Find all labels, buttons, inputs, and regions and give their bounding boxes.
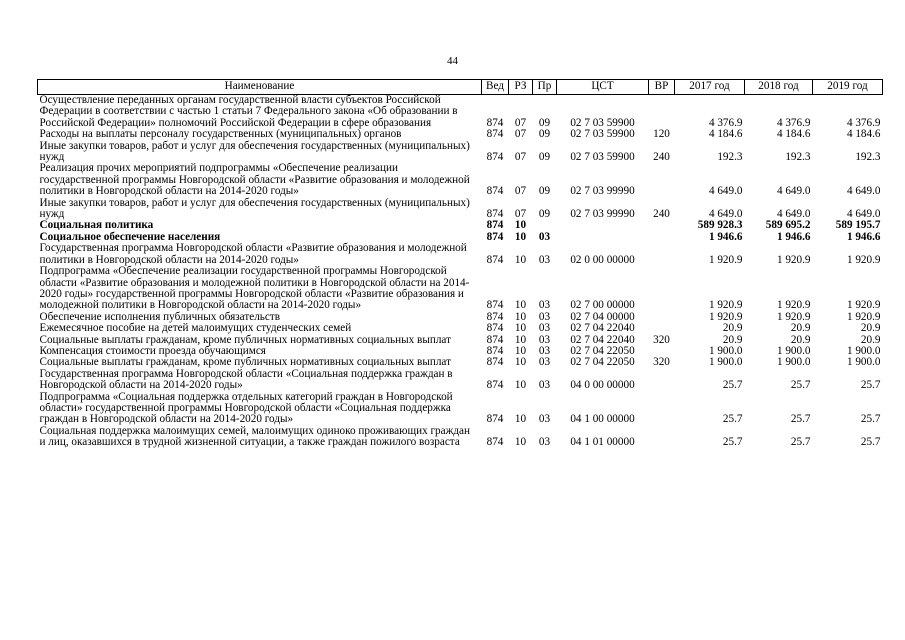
row-name: Социальные выплаты гражданам, кроме публичных нормативных социальных выплат: [39, 333, 451, 346]
row-value-2017: 25.7: [722, 436, 743, 449]
row-pr: 03: [538, 299, 551, 312]
row-pr: 03: [538, 253, 551, 266]
row-cst: 02 0 00 00000: [570, 253, 635, 266]
table-row: [38, 426, 883, 449]
row-rz: 07: [514, 128, 527, 141]
header-rz: РЗ: [509, 80, 533, 95]
row-vr: 320: [653, 333, 670, 346]
row-cst: 02 7 04 22050: [570, 344, 635, 357]
row-pr: 09: [538, 151, 551, 164]
row-ved: 874: [486, 151, 504, 164]
row-cst: 04 0 00 00000: [570, 379, 635, 392]
row-value-2018: 25.7: [790, 379, 811, 392]
row-name: Иные закупки товаров, работ и услуг для обеспечения государственных (муниципальных) нужд: [39, 139, 470, 164]
row-pr: 03: [538, 310, 551, 323]
row-vr: [649, 426, 675, 449]
row-name: Ежемесячное пособие на детей малоимущих студенческих семей: [39, 322, 352, 335]
row-value-2018: 1 900.0: [776, 344, 811, 357]
row-cst: 02 7 03 99990: [570, 185, 635, 198]
row-pr: 03: [538, 379, 551, 392]
row-rz: 10: [514, 413, 527, 426]
row-cst: 02 7 04 22050: [570, 356, 635, 369]
row-name: Подпрограмма «Обеспечение реализации государственной программы Новгородской области «Развитие образования и молодежной политики в Новгородской области на 2014-2020 годы» государственной программы Новгородской области «Развитие образования и молодежной политики в Новгородской области на 2014-2020 годы»: [39, 265, 470, 312]
row-name: Компенсация стоимости проезда обучающимся: [39, 344, 266, 357]
row-rz: 10: [514, 379, 527, 392]
row-value-2017: 25.7: [722, 413, 743, 426]
row-pr: 03: [538, 333, 551, 346]
row-cst: 02 7 03 59900: [570, 128, 635, 141]
budget-table: [37, 79, 883, 449]
row-name: Социальная поддержка малоимущих семей, малоимущих одиноко проживающих граждан и лиц, оказавшихся в трудной жизненной ситуации, а также граждан пожилого возраста: [39, 424, 470, 449]
row-rz: 07: [514, 151, 527, 164]
row-name: Социальная политика: [39, 219, 154, 232]
header-2019: 2019 год: [813, 80, 883, 95]
row-value-2018: 20.9: [790, 322, 811, 335]
row-vr: [649, 232, 675, 243]
row-pr: 03: [538, 322, 551, 335]
row-name: Государственная программа Новгородской области «Социальная поддержка граждан в Новгородской области на 2014-2020 годы»: [39, 367, 453, 392]
header-row: [38, 80, 883, 95]
row-pr: 03: [538, 356, 551, 369]
header-2017: 2017 год: [675, 80, 745, 95]
row-value-2017: 4 649.0: [708, 185, 743, 198]
row-ved: 874: [486, 413, 504, 426]
row-rz: 10: [514, 322, 527, 335]
row-value-2018: 589 695.2: [765, 219, 811, 232]
row-cst: [557, 232, 649, 243]
row-cst: 02 7 04 00000: [570, 310, 635, 323]
row-pr: 09: [538, 208, 551, 221]
header-name: Наименование: [38, 80, 482, 95]
row-rz: 10: [514, 356, 527, 369]
row-vr: [649, 369, 675, 392]
row-ved: 874: [486, 208, 504, 221]
row-name: Осуществление переданных органам государственной власти субъектов Российской Федерации в соответствии с частью 1 статьи 7 Федерального закона «Об образовании в Российской Федерации» полномочий Российской Федерации в сфере образования: [39, 94, 458, 129]
row-vr: [649, 312, 675, 323]
row-value-2018: 4 649.0: [776, 208, 811, 221]
table-row: [38, 198, 883, 221]
row-ved: 874: [486, 344, 504, 357]
table-body: [38, 95, 883, 449]
row-name: Социальное обеспечение населения: [39, 230, 221, 243]
row-vr: 120: [653, 128, 670, 141]
row-ved: 874: [486, 333, 504, 346]
row-vr: [649, 266, 675, 312]
table-row: [38, 129, 883, 140]
row-vr: 240: [653, 208, 670, 221]
row-value-2019: 192.3: [855, 151, 881, 164]
row-ved: 874: [486, 185, 504, 198]
header-pr: Пр: [533, 80, 557, 95]
row-value-2018: 25.7: [790, 436, 811, 449]
row-rz: 10: [514, 333, 527, 346]
row-value-2017: 20.9: [722, 333, 743, 346]
row-rz: 07: [514, 116, 527, 129]
row-pr: 09: [538, 128, 551, 141]
row-cst: 02 7 03 59900: [570, 151, 635, 164]
row-vr: 240: [653, 151, 670, 164]
row-rz: 07: [514, 208, 527, 221]
row-value-2018: 192.3: [785, 151, 811, 164]
table-row: [38, 369, 883, 392]
row-value-2019: 1 946.6: [846, 230, 881, 243]
row-rz: 10: [514, 219, 527, 232]
table-row: [38, 266, 883, 312]
row-value-2019: 20.9: [860, 333, 881, 346]
row-vr: [649, 323, 675, 334]
row-name: Подпрограмма «Социальная поддержка отдельных категорий граждан в Новгородской области» государственной программы Новгородской области «Социальная поддержка граждан в Новгородской области на 2014-2020 годы»: [39, 390, 453, 426]
row-pr: 03: [538, 413, 551, 426]
row-vr: [649, 220, 675, 231]
row-value-2017: 4 184.6: [708, 128, 743, 141]
row-value-2017: 4 649.0: [708, 208, 743, 221]
row-ved: 874: [486, 116, 504, 129]
row-value-2018: 1 920.9: [776, 310, 811, 323]
row-value-2018: 4 649.0: [776, 185, 811, 198]
row-value-2019: 4 649.0: [846, 208, 881, 221]
row-value-2019: 25.7: [860, 379, 881, 392]
row-value-2018: 25.7: [790, 413, 811, 426]
row-value-2017: 589 928.3: [697, 219, 743, 232]
row-cst: 02 7 04 22040: [570, 322, 635, 335]
row-rz: 10: [514, 310, 527, 323]
row-rz: 10: [514, 344, 527, 357]
row-name: Социальные выплаты гражданам, кроме публичных нормативных социальных выплат: [39, 356, 451, 369]
table-row: [38, 323, 883, 334]
row-value-2017: 20.9: [722, 322, 743, 335]
header-cst: ЦСТ: [557, 80, 649, 95]
row-pr: 09: [538, 185, 551, 198]
row-name: Расходы на выплаты персоналу государственных (муниципальных) органов: [39, 128, 402, 141]
page-number: 44: [447, 55, 458, 67]
row-cst: 04 1 00 00000: [570, 413, 635, 426]
row-ved: 874: [486, 299, 504, 312]
header-ved: Вед: [482, 80, 509, 95]
row-ved: 874: [486, 379, 504, 392]
row-cst: 02 7 00 00000: [570, 299, 635, 312]
row-cst: 02 7 04 22040: [570, 333, 635, 346]
row-pr: 09: [538, 116, 551, 129]
table-row: [38, 95, 883, 130]
row-rz: 07: [514, 185, 527, 198]
row-ved: 874: [486, 322, 504, 335]
row-vr: [649, 392, 675, 426]
row-value-2017: 192.3: [717, 151, 743, 164]
row-cst: 04 1 01 00000: [570, 436, 635, 449]
row-value-2018: 1 946.6: [776, 230, 811, 243]
row-value-2017: 1 920.9: [708, 253, 743, 266]
row-value-2019: 1 900.0: [846, 344, 881, 357]
row-name: Обеспечение исполнения публичных обязательств: [39, 310, 281, 323]
table-row: [38, 392, 883, 426]
row-ved: 874: [486, 310, 504, 323]
row-cst: 02 7 03 59900: [570, 116, 635, 129]
row-value-2017: 1 920.9: [708, 310, 743, 323]
row-value-2019: 589 195.7: [835, 219, 881, 232]
row-value-2019: 4 376.9: [846, 116, 881, 129]
header-vr: ВР: [649, 80, 675, 95]
row-cst: [557, 220, 649, 231]
row-value-2019: 20.9: [860, 322, 881, 335]
row-value-2019: 4 184.6: [846, 128, 881, 141]
row-value-2017: 1 900.0: [708, 356, 743, 369]
row-rz: 10: [514, 230, 527, 243]
row-ved: 874: [486, 128, 504, 141]
row-value-2019: 1 920.9: [846, 310, 881, 323]
row-ved: 874: [486, 253, 504, 266]
row-value-2017: 1 920.9: [708, 299, 743, 312]
row-ved: 874: [486, 219, 504, 232]
table-row: [38, 243, 883, 266]
row-value-2018: 20.9: [790, 333, 811, 346]
row-value-2019: 1 920.9: [846, 299, 881, 312]
row-cst: 02 7 03 99990: [570, 208, 635, 221]
header-2018: 2018 год: [745, 80, 813, 95]
row-rz: 10: [514, 436, 527, 449]
row-value-2019: 1 920.9: [846, 253, 881, 266]
row-value-2019: 1 900.0: [846, 356, 881, 369]
row-ved: 874: [486, 356, 504, 369]
row-value-2018: 4 376.9: [776, 116, 811, 129]
row-ved: 874: [486, 230, 504, 243]
row-value-2019: 25.7: [860, 413, 881, 426]
table-row: [38, 141, 883, 164]
row-vr: [649, 163, 675, 197]
row-value-2017: 25.7: [722, 379, 743, 392]
row-rz: 10: [514, 299, 527, 312]
row-pr: 03: [538, 436, 551, 449]
row-vr: 320: [653, 356, 670, 369]
row-value-2018: 1 920.9: [776, 253, 811, 266]
row-name: Реализация прочих мероприятий подпрограммы «Обеспечение реализации государственной программы Новгородской области «Развитие образования и молодежной политики в Новгородской области на 2014-2020 годы»: [39, 162, 470, 198]
row-pr: 03: [538, 230, 551, 243]
row-value-2017: 1 946.6: [708, 230, 743, 243]
row-vr: [649, 243, 675, 266]
row-rz: 10: [514, 253, 527, 266]
row-value-2017: 1 900.0: [708, 344, 743, 357]
row-value-2018: 1 920.9: [776, 299, 811, 312]
row-value-2019: 25.7: [860, 436, 881, 449]
row-vr: [649, 95, 675, 130]
row-value-2018: 1 900.0: [776, 356, 811, 369]
row-ved: 874: [486, 436, 504, 449]
row-value-2018: 4 184.6: [776, 128, 811, 141]
table-row: [38, 163, 883, 197]
row-name: Иные закупки товаров, работ и услуг для обеспечения государственных (муниципальных) нужд: [39, 196, 470, 221]
row-value-2017: 4 376.9: [708, 116, 743, 129]
row-value-2019: 4 649.0: [846, 185, 881, 198]
row-pr: 03: [538, 344, 551, 357]
row-name: Государственная программа Новгородской области «Развитие образования и молодежной политики в Новгородской области на 2014-2020 годы»: [39, 242, 467, 266]
